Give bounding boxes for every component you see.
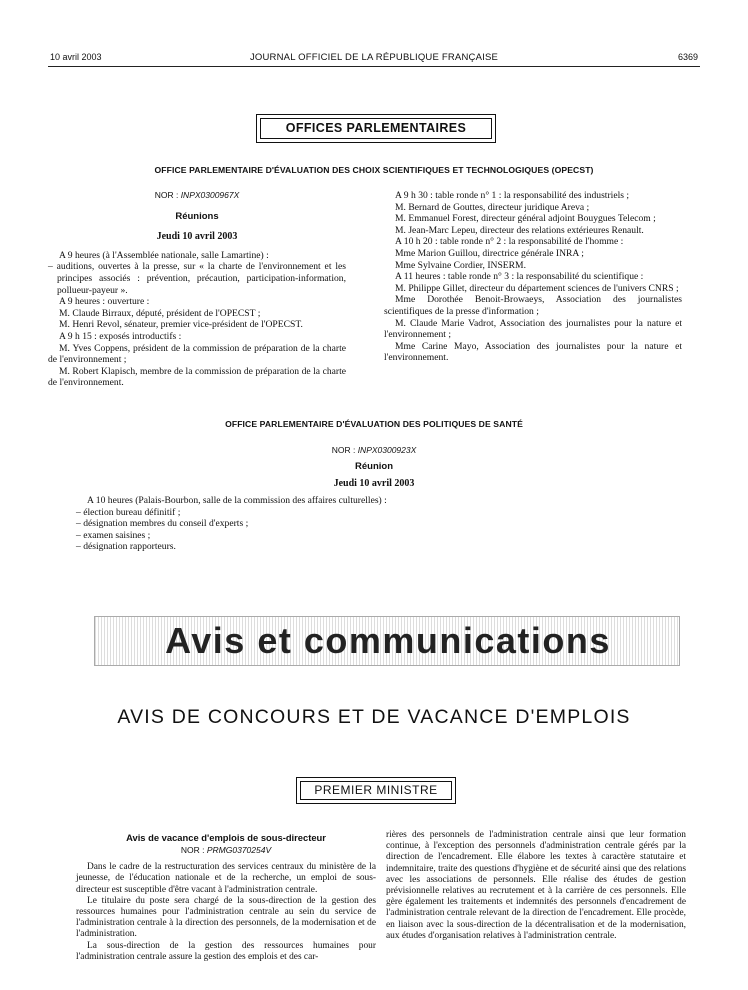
ministry-heading-box: PREMIER MINISTRE <box>300 781 452 800</box>
opecst-right-column <box>384 190 682 364</box>
opeps-agenda-line: A 10 heures (Palais-Bourbon, salle de la commission des affaires culturelles) : <box>87 495 387 506</box>
opecst-right-para: M. Claude Marie Vadrot, Association des journalistes pour la nature et l'environnement ; <box>384 317 682 341</box>
nor-label: NOR : <box>154 190 181 200</box>
opeps-meeting-date: Jeudi 10 avril 2003 <box>333 478 415 489</box>
opecst-meeting-type: Réunions <box>175 210 219 222</box>
opecst-left-para: M. Robert Klapisch, membre de la commission de préparation de la charte de l'environnement. <box>48 365 346 389</box>
concours-heading: AVIS DE CONCOURS ET DE VACANCE D'EMPLOIS <box>117 706 631 728</box>
opeps-nor <box>48 445 700 457</box>
opecst-right-para: Mme Marion Guillou, directrice générale INRA ; <box>395 247 584 259</box>
opecst-left-para: A 9 heures (à l'Assemblée nationale, salle Lamartine) : <box>59 249 269 261</box>
offices-heading-box: OFFICES PARLEMENTAIRES <box>260 118 492 139</box>
opecst-right-para: Mme Sylvaine Cordier, INSERM. <box>395 259 526 271</box>
opecst-right-para: M. Philippe Gillet, directeur du département sciences de l'univers CNRS ; <box>395 282 679 294</box>
opecst-right-para: A 10 h 20 : table ronde n° 2 : la responsabilité de l'homme : <box>395 236 624 248</box>
opecst-right-para: A 9 h 30 : table ronde n° 1 : la responsabilité des industriels ; <box>395 190 630 201</box>
nor-label: NOR : <box>180 844 207 855</box>
header-page-number: 6369 <box>677 52 698 62</box>
opeps-agenda-line: – désignation rapporteurs. <box>76 541 176 553</box>
vacance-right-column <box>386 830 686 942</box>
opeps-meeting-type: Réunion <box>355 461 393 472</box>
avis-communications-banner <box>94 616 680 666</box>
nor-label: NOR : <box>331 445 358 455</box>
opecst-left-para: M. Yves Coppens, président de la commission de préparation de la charte de l'environnement ; <box>48 342 346 366</box>
opecst-nor <box>48 190 346 202</box>
opecst-right-para: M. Bernard de Gouttes, directeur juridique Areva ; <box>395 201 590 213</box>
vacance-nor <box>76 845 376 857</box>
opecst-right-para: Mme Dorothée Benoit-Browaeys, Association des journalistes scientifiques de la presse d'information ; <box>384 294 682 317</box>
opecst-meeting-date: Jeudi 10 avril 2003 <box>156 231 238 243</box>
opecst-left-column <box>48 190 346 389</box>
opeps-title: OFFICE PARLEMENTAIRE D'ÉVALUATION DES POLITIQUES DE SANTÉ <box>225 419 523 429</box>
opecst-right-para: Mme Carine Mayo, Association des journalistes pour la nature et l'environnement. <box>384 340 682 364</box>
opecst-right-para: M. Jean-Marc Lepeu, directeur des relations extérieures Renault. <box>395 224 644 236</box>
opeps-agenda-line: – élection bureau définitif ; <box>76 506 181 518</box>
vacance-left-column <box>76 832 376 963</box>
header-journal-title: JOURNAL OFFICIEL DE LA RÉPUBLIQUE FRANÇAISE <box>249 52 499 63</box>
opecst-title: OFFICE PARLEMENTAIRE D'ÉVALUATION DES CHOIX SCIENTIFIQUES ET TECHNOLOGIQUES (OPECST) <box>154 165 594 175</box>
opecst-right-para: M. Emmanuel Forest, directeur général adjoint Bouygues Telecom ; <box>395 213 656 225</box>
vacance-left-text <box>76 862 376 963</box>
opeps-agenda <box>76 495 636 553</box>
opeps-agenda-line: – désignation membres du conseil d'experts ; <box>76 518 249 530</box>
vacance-title: Avis de vacance d'emplois de sous-directeur <box>126 832 326 843</box>
opecst-left-para: A 9 heures : ouverture : <box>59 296 150 308</box>
vacance-para: Le titulaire du poste sera chargé de la sous-direction de la gestion des ressources humaines pour l'administration centrale au sein du service de l'administration centrale à la direction des personnels, de la modernisation et de l'administration. <box>76 895 376 940</box>
banner-title: Avis et communications <box>165 620 611 661</box>
vacance-para: Dans le cadre de la restructuration des services centraux du ministère de la jeunesse, de l'éducation nationale et de la recherche, un emploi de sous-directeur est susceptible d'être vacant à l'administration centrale. <box>76 862 376 895</box>
opecst-right-para: A 11 heures : table ronde n° 3 : la responsabilité du scientifique : <box>395 271 644 283</box>
opecst-left-text <box>48 250 346 389</box>
nor-code: PRMG0370254V <box>206 844 272 855</box>
nor-code: INPX0300923X <box>357 445 417 455</box>
header-rule <box>48 66 700 67</box>
opeps-agenda-line: – examen saisines ; <box>76 529 151 541</box>
opecst-left-para: M. Henri Revol, sénateur, premier vice-président de l'OPECST. <box>59 319 303 331</box>
opecst-left-para: A 9 h 15 : exposés introductifs : <box>59 330 182 342</box>
vacance-para: rières des personnels de l'administration centrale ainsi que leur formation continue, à l'exception des personnels d'administration centrale gérés par la direction de l'encadrement. Elle élabore les textes à caractère statutaire et indemnitaire, traite des questions d'hygiène et de sécurité ainsi que des relations avec les associations de personnels. Elle réalise des études de gestion prévisionnelle relatives au recrutement et à la carrière de ces personnels. Elle gère également les traitements et indemnités des personnels d'encadrement de l'administration centrale relevant de la direction de l'encadrement. Elle procède, en liaison avec la sous-direction de la décentralisation et de la modernisation, aux études d'organisation relatives à l'administration centrale. <box>386 830 686 941</box>
nor-code: INPX0300967X <box>180 190 240 200</box>
opecst-left-para: M. Claude Birraux, député, président de l'OPECST ; <box>59 307 261 319</box>
opecst-left-para: – auditions, ouvertes à la presse, sur « la charte de l'environnement et les principes associés : prévention, précaution, participation-information, pollueur-payeur ». <box>48 261 346 296</box>
vacance-para: La sous-direction de la gestion des ressources humaines pour l'administration centrale assure la gestion des emplois et des car- <box>76 940 376 962</box>
header-date: 10 avril 2003 <box>50 52 102 62</box>
